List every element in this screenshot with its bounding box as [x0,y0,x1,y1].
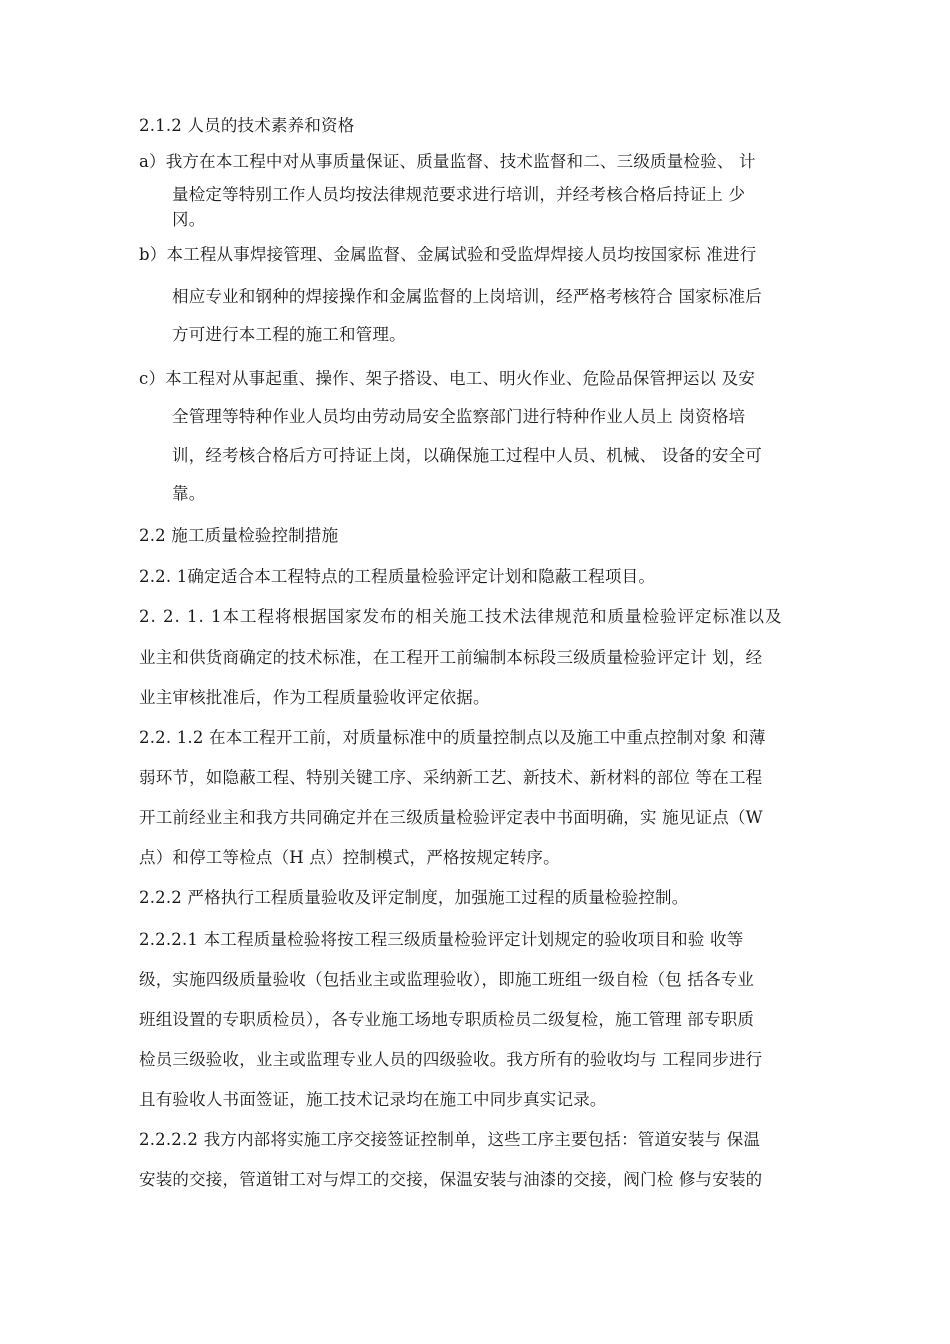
list-item-a-line-3: 冈。 [172,210,206,229]
para-2-2-2-1-line-5: 且有验收人书面签证，施工技术记录均在施工中同步真实记录。 [139,1090,607,1109]
para-2-2-2-2-line-1: 2.2.2.2 我方内部将实施工序交接签证控制单，这些工序主要包括：管道安装与 保温 [139,1130,761,1149]
para-2-2-1-1-line-2: 业主和供货商确定的技术标准，在工程开工前编制本标段三级质量检验评定计 划，经 [139,648,763,667]
list-item-c-line-1: c）本工程对从事起重、操作、架子搭设、电工、明火作业、危险品保管押运以 及安 [139,369,756,388]
section-heading-2-2-2: 2.2.2 严格执行工程质量验收及评定制度，加强施工过程的质量检验控制。 [139,888,689,907]
para-2-2-1-2-line-1: 2.2. 1.2 在本工程开工前，对质量标准中的质量控制点以及施工中重点控制对象 和薄 [139,728,766,747]
para-2-2-2-1-line-2: 级，实施四级质量验收（包括业主或监理验收），即施工班组一级自检（包 括各专业 [139,970,755,989]
list-item-b-line-2: 相应专业和钢种的焊接操作和金属监督的上岗培训，经严格考核符合 国家标准后 [172,287,762,306]
para-2-2-1-1-line-1: 2. 2. 1. 1本工程将根据国家发布的相关施工技术法律规范和质量检验评定标准以及 [139,607,783,626]
section-heading-2-1-2: 2.1.2 人员的技术素养和资格 [139,116,355,135]
section-heading-2-2-1: 2.2. 1确定适合本工程特点的工程质量检验评定计划和隐蔽工程项目。 [139,567,656,586]
list-item-c-line-2: 全管理等特种作业人员均由劳动局安全监察部门进行特种作业人员上 岗资格培 [172,407,746,426]
para-2-2-1-2-line-4: 点）和停工等检点（H 点）控制模式，严格按规定转序。 [139,848,560,867]
para-2-2-2-2-line-2: 安装的交接，管道钳工对与焊工的交接，保温安装与油漆的交接，阀门检 修与安装的 [139,1170,763,1189]
list-item-a-line-1: a）我方在本工程中对从事质量保证、质量监督、技术监督和二、三级质量检验、 计 [139,152,756,171]
list-item-b-line-3: 方可进行本工程的施工和管理。 [172,325,406,344]
para-2-2-2-1-line-1: 2.2.2.1 本工程质量检验将按工程三级质量检验评定计划规定的验收项目和验 收等 [139,930,744,949]
list-item-c-line-3: 训，经考核合格后方可持证上岗，以确保施工过程中人员、机械、 设备的安全可 [172,446,762,465]
list-item-c-line-4: 靠。 [172,484,206,503]
para-2-2-2-1-line-3: 班组设置的专职质检员），各专业施工场地专职质检员二级复检，施工管理 部专职质 [139,1010,755,1029]
list-item-b-line-1: b）本工程从事焊接管理、金属监督、金属试验和受监焊焊接人员均按国家标 准进行 [139,245,757,264]
list-item-a-line-2: 量检定等特别工作人员均按法律规范要求进行培训，并经考核合格后持证上 少 [172,185,746,204]
section-heading-2-2: 2.2 施工质量检验控制措施 [139,526,339,545]
para-2-2-1-2-line-3: 开工前经业主和我方共同确定并在三级质量检验评定表中书面明确，实 施见证点（W [139,808,763,827]
para-2-2-2-1-line-4: 检员三级验收，业主或监理专业人员的四级验收。我方所有的验收均与 工程同步进行 [139,1050,763,1069]
para-2-2-1-1-line-3: 业主审核批准后，作为工程质量验收评定依据。 [139,688,490,707]
para-2-2-1-2-line-2: 弱环节，如隐蔽工程、特别关键工序、采纳新工艺、新技术、新材料的部位 等在工程 [139,768,763,787]
